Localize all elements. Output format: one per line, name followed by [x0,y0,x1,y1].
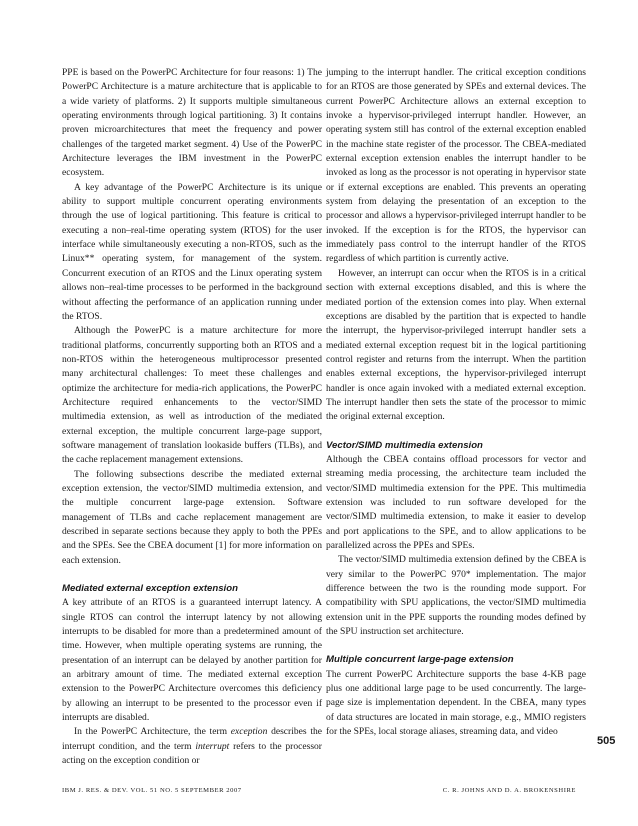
body-paragraph: A key attribute of an RTOS is a guaranteed interrupt latency. A single RTOS can control the interrupt latency by not allowing interrupts to be disabled for more than a predetermined amount of time. However, when multiple operating systems are running, the presentation of an interrupt can be delayed by another partition for an arbitrary amount of time. The mediated external exception extension to the PowerPC Architecture overcomes this deficiency by allowing an interrupt to be presented to the processor even if interrupts are disabled. [62,597,322,724]
text-run: describes the interrupt condition, and the term [62,726,322,752]
section-heading: Vector/SIMD multimedia extension [326,439,483,451]
emphasis-term: interrupt [195,740,230,752]
text-run: In the PowerPC Architecture, the term [74,726,231,738]
text-run: refers to the processor acting on the exception condition or [62,740,322,767]
body-paragraph: However, an interrupt can occur when the RTOS is in a critical section with external exceptions disabled, and this is where the mediated portion of the extension comes into play. When external exceptions are disabled by the partition that is expected to handle the interrupt, the hypervisor-privileged interrupt handler sets a mediated external exception request bit in the logical partitioning control register and returns from the interrupt. When the partition enables external exceptions, the hypervisor-privileged interrupt handler is once again invoked with a mediated external exception. The interrupt handler then sets the state of the processor to mimic the original external exception. [326,267,586,423]
left-column [62,66,322,769]
body-paragraph: The current PowerPC Architecture supports the base 4-KB page plus one additional large page to be used concurrently. The large-page size is implementation dependent. In the CBEA, many types of data structures are located in main storage, e.g., MMIO registers for the SPEs, local storage aliases, streaming data, and video [326,668,586,738]
footer-authors: C. R. JOHNS AND D. A. BROKENSHIRE [442,787,576,794]
page-number: 505 [597,735,616,747]
body-paragraph [62,725,322,768]
body-paragraph: Although the CBEA contains offload processors for vector and streaming media processing, the architecture team included the vector/SIMD multimedia extension for the PPE. This multimedia extension was included to run software developed for the vector/SIMD multimedia extension, to make it easier to develop and port applications to the SPE, and to allow applications to be parallelized across the PPEs and SPEs. [326,453,586,551]
footer-journal-info: IBM J. RES. & DEV. VOL. 51 NO. 5 SEPTEMBER 2007 [62,787,242,794]
body-paragraph: A key advantage of the PowerPC Architecture is its unique ability to support multiple concurrent operating environments through the use of logical partitioning. This feature is critical to executing a non–real-time operating system (RTOS) for the user interface while simultaneously executing a non-RTOS, such as the Linux** operating system, for management of the system. Concurrent execution of an RTOS and the Linux operating system allows non–real-time processes to be performed in the background without affecting the performance of an application running under the RTOS. [62,181,322,322]
section-heading: Multiple concurrent large-page extension [326,654,514,666]
body-paragraph: The following subsections describe the mediated external exception extension, the vector/SIMD multimedia extension, and the multiple concurrent large-page extension. Software management of TLBs and cache replacement management are described in separate sections because they apply to both the PPEs and the SPEs. See the CBEA document [1] for more information on each extension. [62,468,322,566]
right-column [326,66,586,739]
section-heading: Mediated external exception extension [62,583,238,595]
body-paragraph: jumping to the interrupt handler. The critical exception conditions for an RTOS are those generated by SPEs and external devices. The current PowerPC Architecture allows an external exception to invoke a hypervisor-privileged interrupt handler. However, an operating system still has control of the external exception enabled in the machine state register of the processor. The CBEA-mediated external exception extension enables the interrupt handler to be invoked as long as the processor is not operating in hypervisor state or if external exceptions are enabled. This prevents an operating system from delaying the presentation of an exception to the processor and allows a hypervisor-privileged interrupt handler to be invoked. If the exception is for the RTOS, the hypervisor can immediately pass control to the interrupt handler of the RTOS regardless of which partition is currently active. [326,67,586,265]
body-paragraph: The vector/SIMD multimedia extension defined by the CBEA is very similar to the PowerPC 970* implementation. The major difference between the two is the rounding mode support. For compatibility with SPU applications, the vector/SIMD multimedia extension unit in the PPE supports the rounding modes defined by the SPU instruction set architecture. [326,554,586,638]
body-paragraph: PPE is based on the PowerPC Architecture for four reasons: 1) The PowerPC Architecture is a mature architecture that is applicable to a wide variety of platforms. 2) It supports multiple simultaneous operating environments through logical partitioning. 3) It contains proven microarchitectures that meet the frequency and power challenges of the targeted market segment. 4) Use of the PowerPC Architecture leverages the IBM investment in the PowerPC ecosystem. [62,67,322,179]
emphasis-term: exception [230,726,268,738]
body-paragraph: Although the PowerPC is a mature architecture for more traditional platforms, concurrently supporting both an RTOS and a non-RTOS within the heterogeneous multiprocessor presented many architectural challenges: To meet these challenges and optimize the architecture for media-rich applications, the PowerPC Architecture required enhancements to the vector/SIMD multimedia extension, as well as introduction of the mediated external exception, the multiple concurrent large-page support, software management of translation lookaside buffers (TLBs), and the cache replacement management extensions. [62,325,322,466]
